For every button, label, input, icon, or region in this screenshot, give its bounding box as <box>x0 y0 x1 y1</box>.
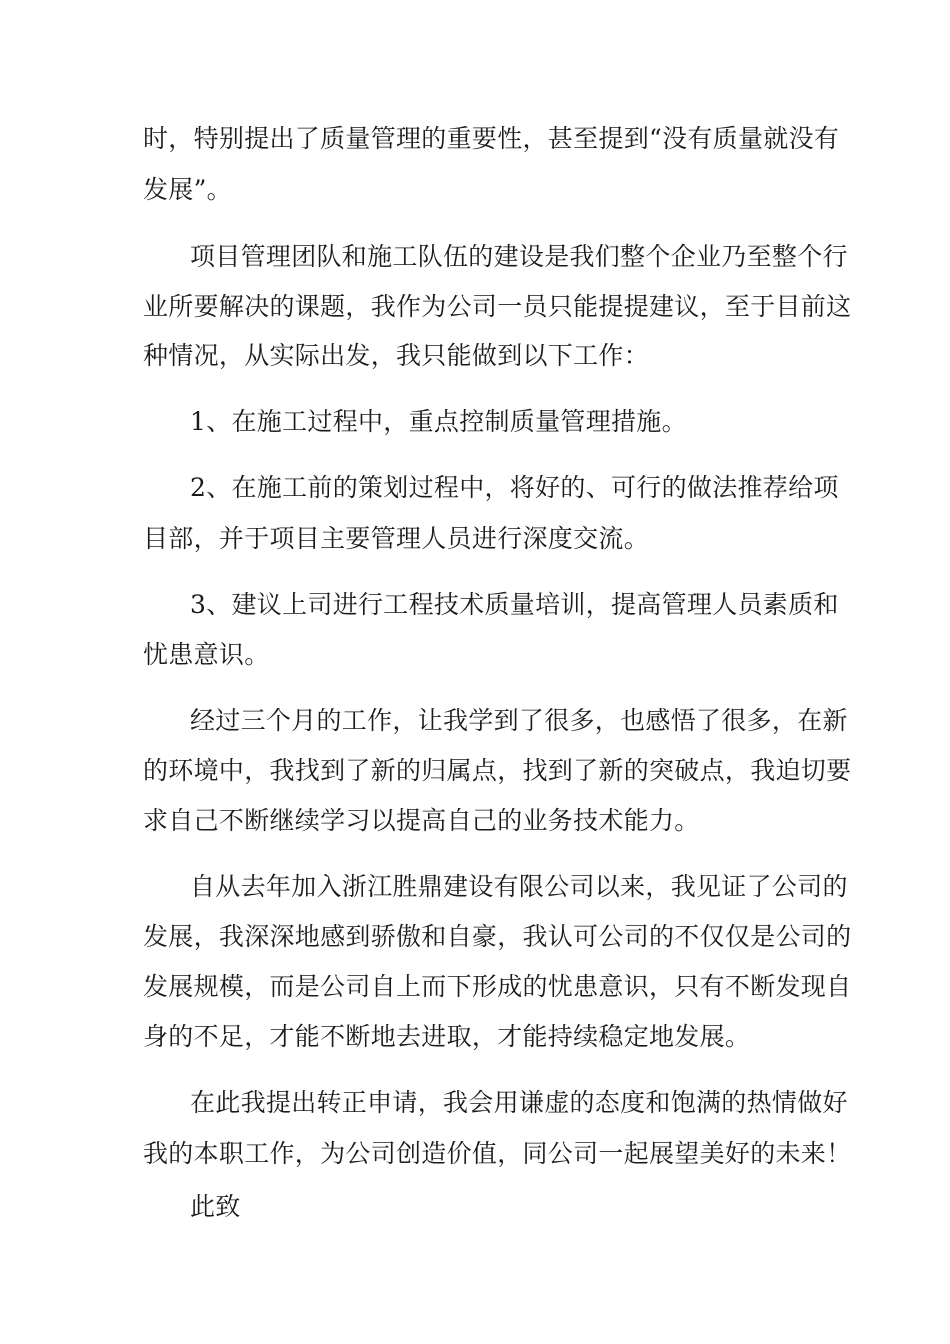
text-line: 忧患意识。 <box>143 640 270 669</box>
text-line: 我的本职工作，为公司创造价值，同公司一起展望美好的未来！ <box>143 1139 852 1168</box>
text-line: 时，特别提出了质量管理的重要性，甚至提到“没有质量就没有 <box>143 124 840 153</box>
text-line: 发展，我深深地感到骄傲和自豪，我认可公司的不仅仅是公司的 <box>143 922 852 951</box>
text-line: 业所要解决的课题，我作为公司一员只能提提建议，至于目前这 <box>143 292 852 321</box>
text-line: 项目管理团队和施工队伍的建设是我们整个企业乃至整个行 <box>190 242 848 271</box>
text-line: 目部，并于项目主要管理人员进行深度交流。 <box>143 524 650 553</box>
closing-salutation: 此致 <box>190 1192 241 1221</box>
text-line: 求自己不断继续学习以提高自己的业务技术能力。 <box>143 806 700 835</box>
text-line: 在此我提出转正申请，我会用谦虚的态度和饱满的热情做好 <box>190 1088 848 1117</box>
text-line: 自从去年加入浙江胜鼎建设有限公司以来，我见证了公司的 <box>190 872 848 901</box>
text-line: 1、在施工过程中，重点控制质量管理措施。 <box>190 407 687 436</box>
text-line: 种情况，从实际出发，我只能做到以下工作： <box>143 341 650 370</box>
text-line: 2、在施工前的策划过程中，将好的、可行的做法推荐给项 <box>190 473 839 502</box>
text-line: 身的不足，才能不断地去进取，才能持续稳定地发展。 <box>143 1022 751 1051</box>
text-line: 发展”。 <box>143 175 232 204</box>
text-line: 发展规模，而是公司自上而下形成的忧患意识，只有不断发现自 <box>143 972 852 1001</box>
text-line: 经过三个月的工作，让我学到了很多，也感悟了很多，在新 <box>190 706 848 735</box>
text-line: 3、建议上司进行工程技术质量培训，提高管理人员素质和 <box>190 590 839 619</box>
text-line: 的环境中，我找到了新的归属点，找到了新的突破点，我迫切要 <box>143 756 852 785</box>
